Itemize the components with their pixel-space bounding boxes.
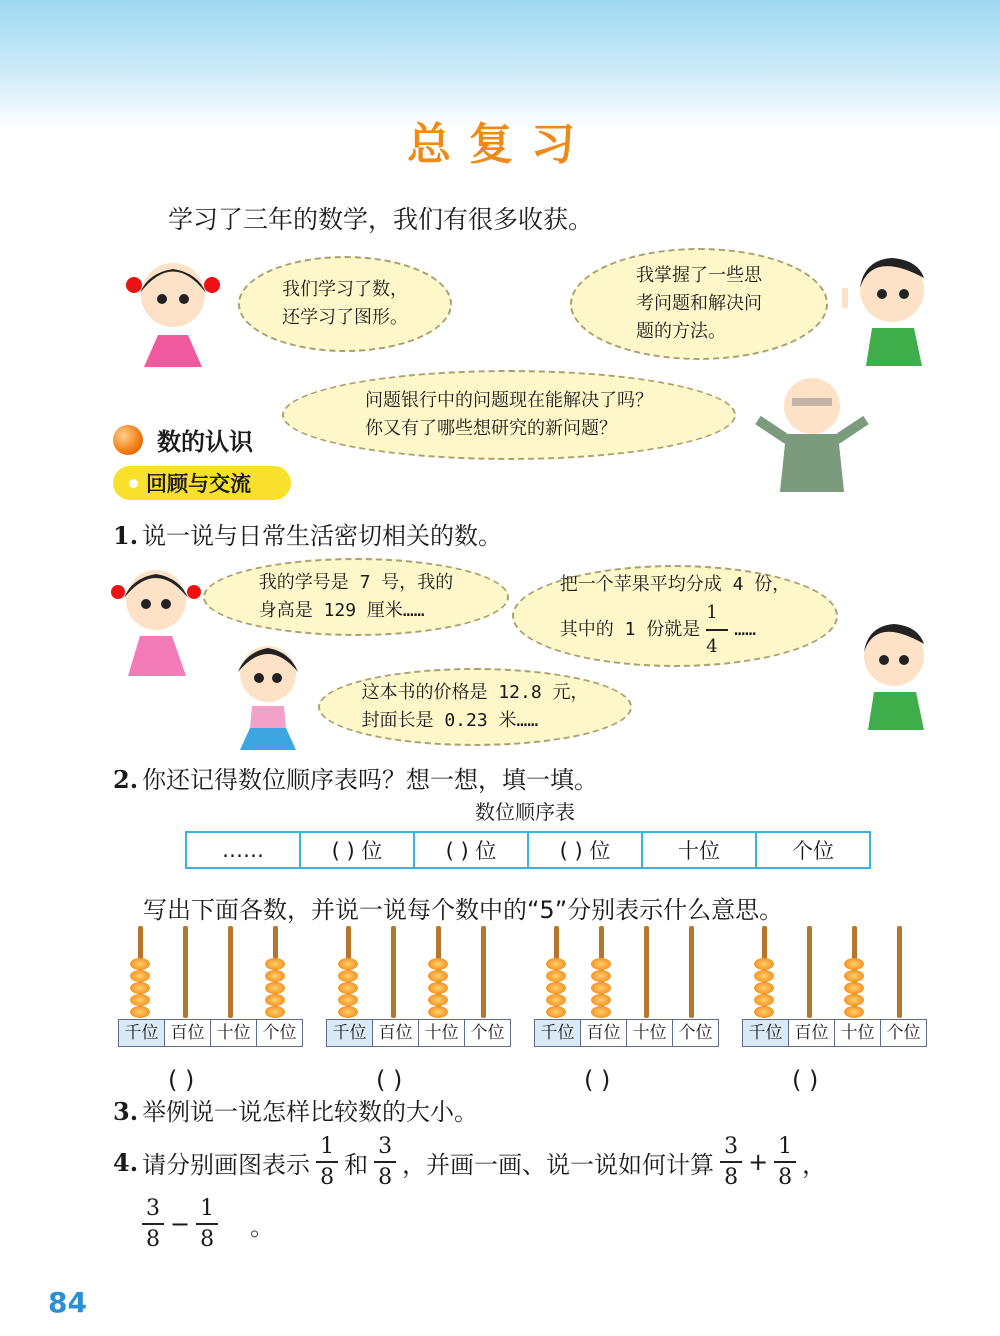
place-label: 十位 bbox=[211, 1020, 257, 1046]
abacus-bead bbox=[546, 994, 566, 1006]
abacus-bead bbox=[130, 982, 150, 994]
abacus-bead bbox=[265, 958, 285, 970]
abacus-bead bbox=[265, 982, 285, 994]
question-4: 4. 请分别画图表示 $\frac{1}{8}$ 和 $\frac{3}{8}$ ，并画一画、说一说如何计算 $\frac{3}{8}$ + $\frac{1}{8}$ ， bbox=[113, 1134, 827, 1190]
abacus-bead bbox=[338, 970, 358, 982]
abacus-bead bbox=[754, 1006, 774, 1018]
place-label: 百位 bbox=[789, 1020, 835, 1046]
table-title: 数位顺序表 bbox=[475, 800, 575, 824]
fraction: $\frac{3}{8}$ bbox=[142, 1196, 164, 1252]
abacus-rod bbox=[644, 926, 649, 1018]
girl-illustration bbox=[104, 560, 204, 678]
fraction: $\frac{1}{8}$ bbox=[316, 1134, 338, 1190]
place-label: 千位 bbox=[743, 1020, 789, 1046]
place-label: 百位 bbox=[165, 1020, 211, 1046]
table-cell[interactable]: ( ) 位 bbox=[414, 832, 528, 868]
answer-blank[interactable]: ( ) bbox=[376, 1066, 403, 1094]
abacus-labels bbox=[118, 1019, 303, 1047]
place-label: 个位 bbox=[673, 1020, 718, 1046]
dot-icon bbox=[129, 479, 138, 488]
abacus-bead bbox=[338, 1006, 358, 1018]
abacus-rod bbox=[228, 926, 233, 1018]
place-label: 个位 bbox=[257, 1020, 302, 1046]
question-1: 1. 说一说与日常生活密切相关的数。 bbox=[113, 521, 503, 550]
abacus-bead bbox=[428, 970, 448, 982]
fraction: $\frac{3}{8}$ bbox=[720, 1134, 742, 1190]
abacus-bead bbox=[844, 958, 864, 970]
girl-illustration bbox=[222, 636, 312, 754]
girl-illustration bbox=[118, 255, 228, 370]
abacus-labels bbox=[534, 1019, 719, 1047]
place-label: 千位 bbox=[327, 1020, 373, 1046]
abacus-bead bbox=[754, 982, 774, 994]
speech-bubble: 这本书的价格是 12.8 元， 封面长是 0.23 米…… bbox=[318, 668, 632, 746]
abacus-bead bbox=[130, 958, 150, 970]
place-label: 十位 bbox=[627, 1020, 673, 1046]
abacus-rod bbox=[183, 926, 188, 1018]
abacus bbox=[118, 926, 304, 1096]
abacus-bead bbox=[844, 982, 864, 994]
abacus-rod bbox=[481, 926, 486, 1018]
question-4-continued: $\frac{3}{8}$ − $\frac{1}{8}$ 。 bbox=[136, 1196, 274, 1252]
abacus-rod bbox=[807, 926, 812, 1018]
abacus-bead bbox=[428, 994, 448, 1006]
abacus-bead bbox=[130, 970, 150, 982]
abacus-bead bbox=[591, 994, 611, 1006]
abacus-rod bbox=[897, 926, 902, 1018]
intro-text: 学习了三年的数学，我们有很多收获。 bbox=[168, 205, 594, 234]
abacus-bead bbox=[591, 982, 611, 994]
answer-blank[interactable]: ( ) bbox=[584, 1066, 611, 1094]
table-cell[interactable]: ( ) 位 bbox=[300, 832, 414, 868]
abacus-bead bbox=[754, 958, 774, 970]
table-cell[interactable]: ( ) 位 bbox=[528, 832, 642, 868]
question-2: 2. 你还记得数位顺序表吗？想一想，填一填。 bbox=[113, 765, 599, 794]
abacus-bead bbox=[754, 970, 774, 982]
boy-illustration bbox=[832, 248, 942, 368]
abacus-bead bbox=[338, 994, 358, 1006]
abacus-bead bbox=[754, 994, 774, 1006]
place-label: 十位 bbox=[419, 1020, 465, 1046]
abacus-labels bbox=[326, 1019, 511, 1047]
fraction: $\frac{1}{8}$ bbox=[774, 1134, 796, 1190]
abacus bbox=[534, 926, 720, 1096]
fraction: $\frac{1}{4}$ bbox=[706, 599, 728, 661]
abacus-bead bbox=[428, 958, 448, 970]
abacus-bead bbox=[265, 970, 285, 982]
place-label: 百位 bbox=[581, 1020, 627, 1046]
abacus-bead bbox=[546, 970, 566, 982]
place-label: 个位 bbox=[881, 1020, 926, 1046]
page-title: 总复习 bbox=[407, 119, 593, 170]
abacus-bead bbox=[265, 994, 285, 1006]
grandpa-illustration bbox=[752, 370, 872, 495]
boy-illustration bbox=[836, 612, 944, 732]
place-label: 百位 bbox=[373, 1020, 419, 1046]
question-3: 3. 举例说一说怎样比较数的大小。 bbox=[113, 1097, 479, 1126]
place-value-table bbox=[185, 831, 871, 869]
speech-bubble: 我们学习了数， 还学习了图形。 bbox=[238, 256, 452, 352]
abacus-bead bbox=[591, 970, 611, 982]
speech-bubble: 我的学号是 7 号，我的 身高是 129 厘米…… bbox=[203, 558, 509, 636]
abacus bbox=[326, 926, 512, 1096]
answer-blank[interactable]: ( ) bbox=[792, 1066, 819, 1094]
abacus-bead bbox=[130, 994, 150, 1006]
abacus bbox=[742, 926, 928, 1096]
answer-blank[interactable]: ( ) bbox=[168, 1066, 195, 1094]
abacus-bead bbox=[130, 1006, 150, 1018]
orange-ball-icon bbox=[113, 425, 143, 455]
abacus-bead bbox=[428, 982, 448, 994]
abacus-bead bbox=[591, 1006, 611, 1018]
abacus-labels bbox=[742, 1019, 927, 1047]
abacus-bead bbox=[428, 1006, 448, 1018]
abacus-bead bbox=[546, 1006, 566, 1018]
abacus-bead bbox=[546, 982, 566, 994]
place-label: 千位 bbox=[535, 1020, 581, 1046]
table-cell: 十位 bbox=[642, 832, 756, 868]
section-heading: 数的认识 bbox=[113, 422, 253, 457]
place-label: 十位 bbox=[835, 1020, 881, 1046]
fraction: $\frac{1}{8}$ bbox=[196, 1196, 218, 1252]
abacus-bead bbox=[591, 958, 611, 970]
abacus-bead bbox=[338, 982, 358, 994]
abacus-bead bbox=[546, 958, 566, 970]
place-label: 千位 bbox=[119, 1020, 165, 1046]
speech-bubble: 我掌握了一些思 考问题和解决问 题的方法。 bbox=[570, 248, 828, 360]
abacus-bead bbox=[265, 1006, 285, 1018]
abacus-rod bbox=[689, 926, 694, 1018]
abacus-prompt: 写出下面各数，并说一说每个数中的“5”分别表示什么意思。 bbox=[143, 896, 784, 924]
abacus-rod bbox=[391, 926, 396, 1018]
review-pill: 回顾与交流 bbox=[113, 466, 291, 500]
abacus-bead bbox=[844, 994, 864, 1006]
page-number: 84 bbox=[48, 1286, 87, 1319]
abacus-bead bbox=[844, 970, 864, 982]
table-cell: 个位 bbox=[756, 832, 870, 868]
speech-bubble: 问题银行中的问题现在能解决了吗？ 你又有了哪些想研究的新问题？ bbox=[282, 370, 736, 460]
abacus-bead bbox=[844, 1006, 864, 1018]
abacus-bead bbox=[338, 958, 358, 970]
fraction: $\frac{3}{8}$ bbox=[374, 1134, 396, 1190]
table-cell: …… bbox=[186, 832, 300, 868]
place-label: 个位 bbox=[465, 1020, 510, 1046]
speech-bubble: 把一个苹果平均分成 4 份， 其中的 1 份就是 $\frac{1}{4}$ …… bbox=[512, 565, 838, 667]
